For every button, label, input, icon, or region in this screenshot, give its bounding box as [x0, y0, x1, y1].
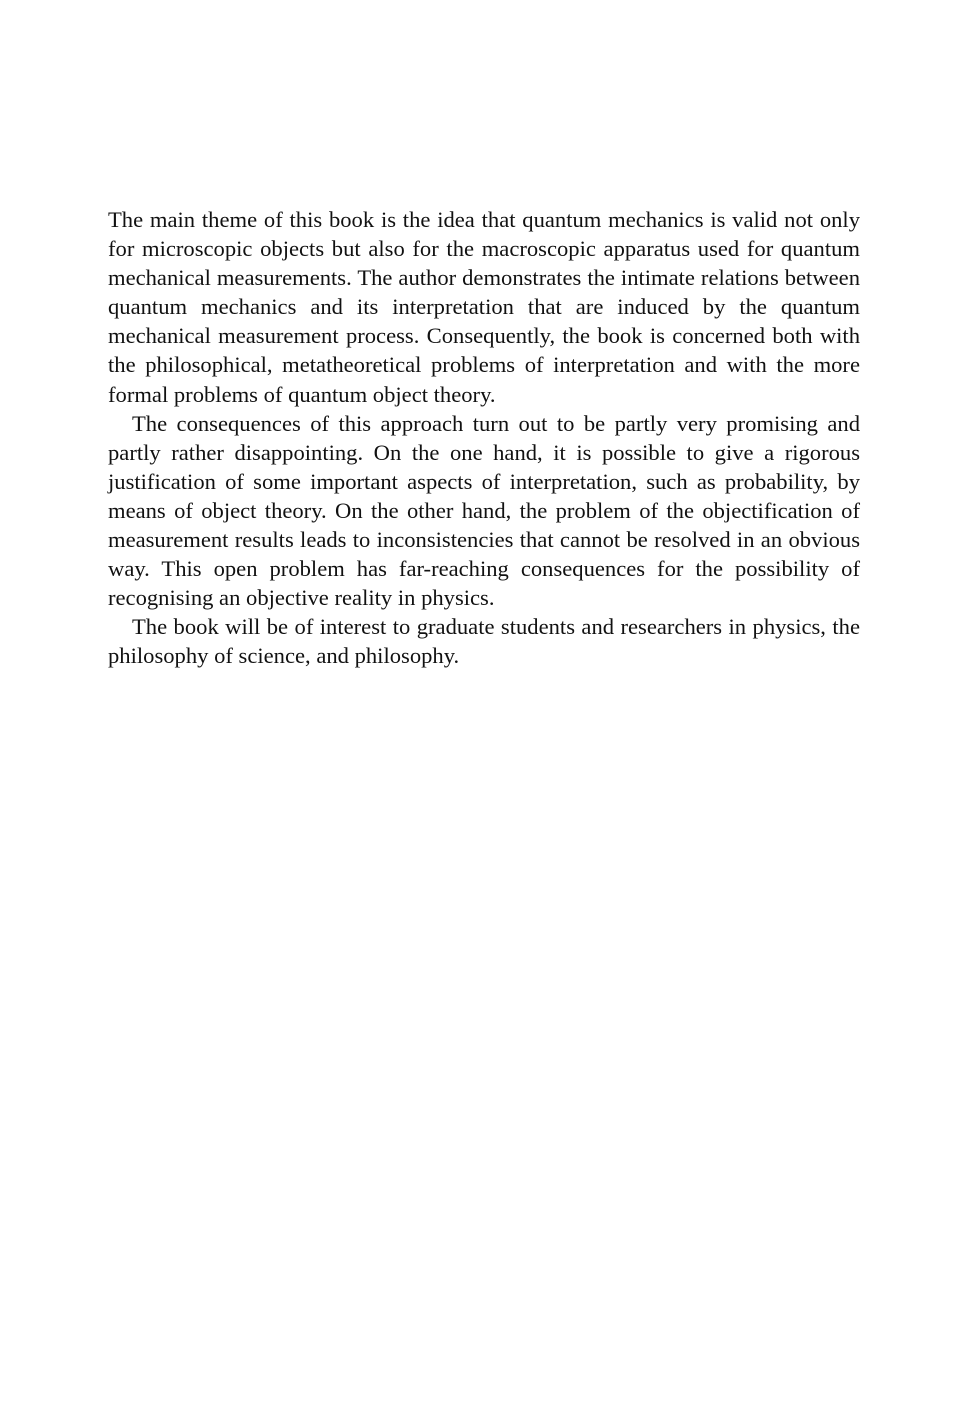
- book-description: [108, 205, 860, 671]
- paragraph-main-theme: The main theme of this book is the idea that quantum mechanics is valid not only for microscopic objects but also for the macroscopic apparatus used for quantum mechanical measurements. The author demonstrates the intimate relations between quantum mechanics and its interpretation that are induced by the quantum mechanical measurement process. Consequently, the book is concerned both with the philosophical, metatheoretical problems of interpretation and with the more formal problems of quantum object theory.: [108, 207, 860, 407]
- paragraph-audience: The book will be of interest to graduate students and researchers in physics, the philosophy of science, and philosophy.: [108, 614, 860, 669]
- paragraph-consequences: The consequences of this approach turn out to be partly very promising and partly rather disappointing. On the one hand, it is possible to give a rigorous justification of some important aspects of interpretation, such as probability, by means of object theory. On the other hand, the problem of the objectification of measurement results leads to inconsistencies that cannot be resolved in an obvious way. This open problem has far-reaching consequences for the possibility of recognising an objective reality in physics.: [108, 410, 860, 611]
